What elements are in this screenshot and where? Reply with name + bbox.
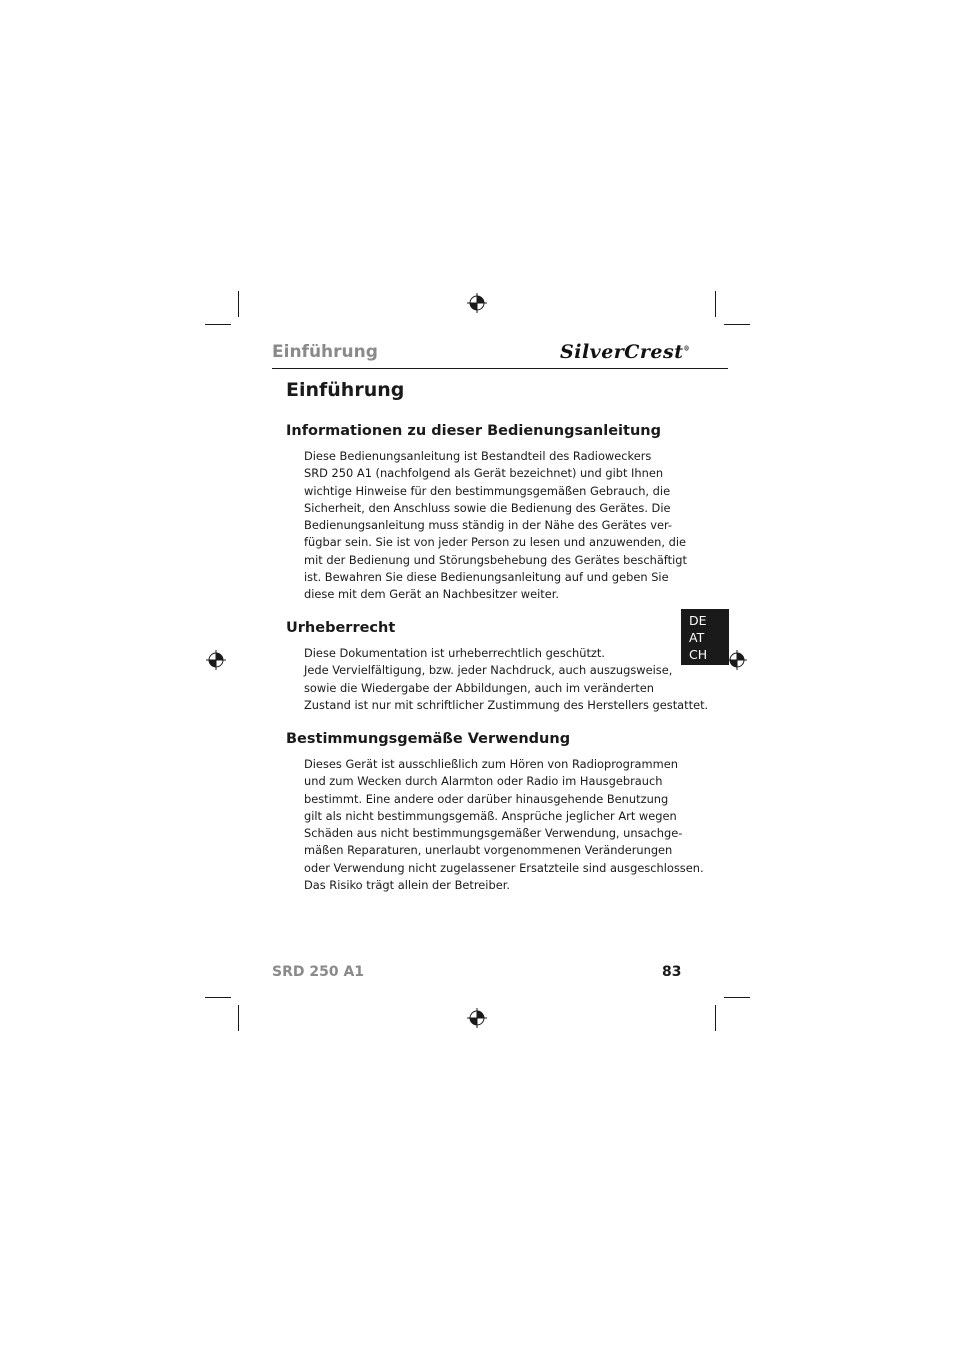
page-title: Einführung [286,379,405,401]
text-line: Sicherheit, den Anschluss sowie die Bedienung des Gerätes. Die [304,500,671,515]
text-line: mäßen Reparaturen, unerlaubt vorgenommenen Veränderungen [304,843,673,858]
text-line: ist. Bewahren Sie diese Bedienungsanleitung auf und geben Sie [304,570,669,585]
text-line: Diese Bedienungsanleitung ist Bestandteil des Radioweckers [304,449,652,463]
section-body-verwendung [304,756,704,894]
registration-target-icon [206,650,226,670]
text-line: Das Risiko trägt allein der Betreiber. [304,878,510,893]
text-line: Jede Vervielfältigung, bzw. jeder Nachdruck, auch auszugsweise, [304,663,673,678]
registration-target-icon [727,650,747,670]
text-line: gilt als nicht bestimmungsgemäß. Ansprüche jeglicher Art wegen [304,808,677,823]
text-line: Zustand ist nur mit schriftlicher Zustimmung des Herstellers gestattet. [304,697,709,712]
page-number: 83 [662,964,682,980]
crop-mark [205,997,231,998]
text-line: Dieses Gerät ist ausschließlich zum Hören von Radioprogrammen [304,757,678,771]
footer-model-name: SRD 250 A1 [272,964,365,980]
language-code-de: DE [689,613,707,628]
text-line: wichtige Hinweise für den bestimmungsgemäßen Gebrauch, die [304,483,671,498]
text-line: mit der Bedienung und Störungsbehebung des Gerätes beschäftigt [304,552,687,567]
language-tab [681,609,729,665]
crop-mark [205,324,231,325]
section-heading-informationen: Informationen zu dieser Bedienungsanleitung [286,423,661,439]
text-line: diese mit dem Gerät an Nachbesitzer weiter. [304,587,559,602]
text-line: sowie die Wiedergabe der Abbildungen, auch im veränderten [304,680,654,695]
registration-target-icon [467,293,487,313]
brand-logo [560,341,690,363]
text-line: Schäden aus nicht bestimmungsgemäßer Verwendung, unsachge- [304,826,683,841]
text-line: und zum Wecken durch Alarmton oder Radio im Hausgebrauch [304,774,663,789]
crop-mark [724,997,750,998]
language-code-ch: CH [689,647,708,662]
text-line: oder Verwendung nicht zugelassener Ersatzteile sind ausgeschlossen. [304,860,704,875]
language-code-at: AT [689,630,705,645]
brand-name: SilverCrest [560,341,684,363]
crop-mark [238,291,239,317]
section-heading-verwendung: Bestimmungsgemäße Verwendung [286,731,571,747]
section-body-informationen [304,448,687,604]
crop-mark [238,1005,239,1031]
text-line: Bedienungsanleitung muss ständig in der Nähe des Gerätes ver- [304,518,673,533]
crop-mark [724,324,750,325]
text-line: bestimmt. Eine andere oder darüber hinausgehende Benutzung [304,791,669,806]
text-line: fügbar sein. Sie ist von jeder Person zu lesen und anzuwenden, die [304,535,687,550]
section-body-urheberrecht [304,645,708,714]
crop-mark [715,1005,716,1031]
header-section-title: Einführung [272,342,378,362]
text-line: Diese Dokumentation ist urheberrechtlich geschützt. [304,646,605,660]
text-line: SRD 250 A1 (nachfolgend als Gerät bezeichnet) und gibt Ihnen [304,466,664,481]
brand-registered-mark: ® [683,345,690,353]
section-heading-urheberrecht: Urheberrecht [286,620,396,636]
crop-mark [715,291,716,317]
registration-target-icon [467,1008,487,1028]
header-divider [272,368,728,369]
